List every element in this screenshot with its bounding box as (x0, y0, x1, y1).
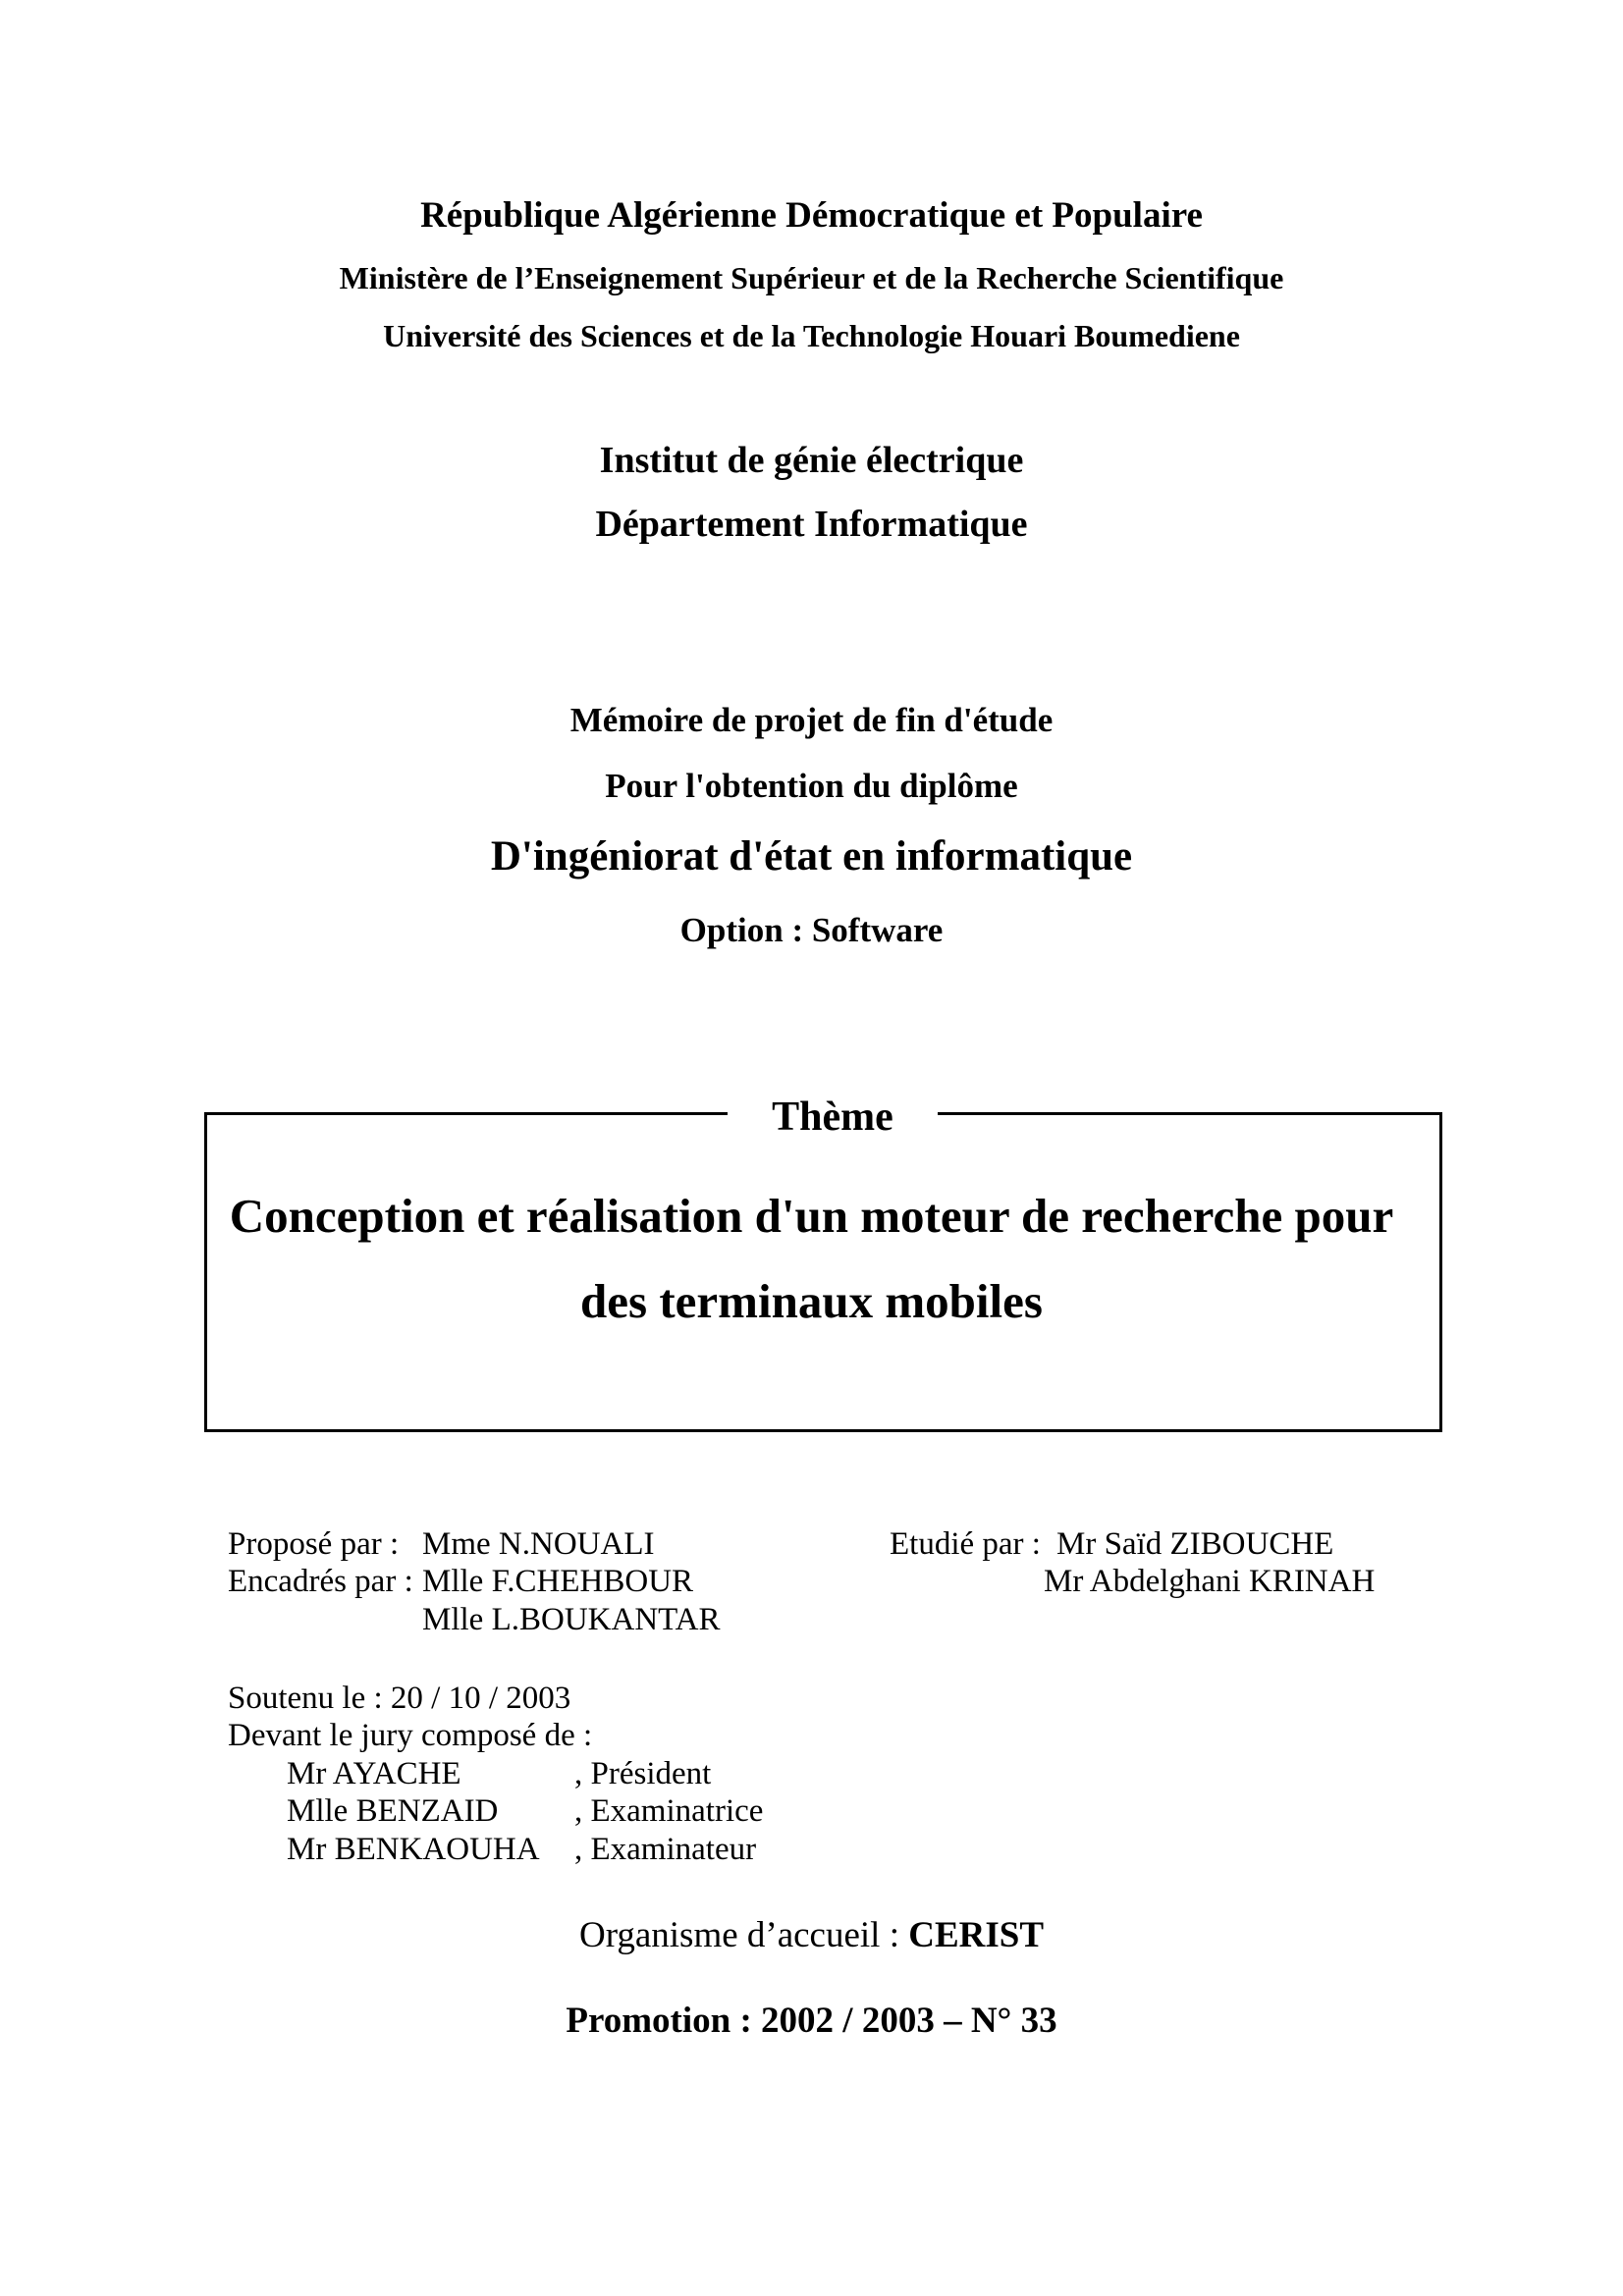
jury-member-role: , Président (574, 1756, 712, 1791)
republic-heading: République Algérienne Démocratique et Populaire (420, 195, 1203, 236)
jury-member-role: , Examinatrice (574, 1793, 764, 1829)
proposer-name: Mme N.NOUALI (422, 1526, 655, 1562)
university-heading: Université des Sciences et de la Technologie Houari Boumediene (383, 318, 1240, 353)
student-name: Mr Abdelghani KRINAH (1044, 1564, 1376, 1599)
jury-member-role: , Examinateur (574, 1832, 757, 1867)
student-name: Mr Saïd ZIBOUCHE (1056, 1526, 1334, 1562)
host-organization (0, 1914, 1623, 1956)
option-line: Option : Software (679, 911, 944, 949)
supervisor-name: Mlle L.BOUKANTAR (422, 1602, 721, 1637)
memoire-line: Mémoire de projet de fin d'étude (569, 701, 1054, 739)
theme-label: Thème (728, 1092, 938, 1143)
jury-member-name: Mr BENKAOUHA (287, 1832, 540, 1867)
studied-by-label: Etudié par : (890, 1526, 1041, 1562)
host-label: Organisme d’accueil : (578, 1915, 909, 1955)
theme-title-line-1: Conception et réalisation d'un moteur de recherche pour (229, 1189, 1394, 1243)
defense-date: Soutenu le : 20 / 10 / 2003 (228, 1681, 571, 1716)
supervised-by-label: Encadrés par : (228, 1564, 413, 1599)
diploma-line: D'ingéniorat d'état en informatique (490, 833, 1133, 880)
jury-member-name: Mr AYACHE (287, 1756, 461, 1791)
host-name: CERIST (908, 1915, 1045, 1955)
jury-member-name: Mlle BENZAID (287, 1793, 499, 1829)
institute-name: Institut de génie électrique (599, 440, 1024, 481)
jury-intro: Devant le jury composé de : (228, 1718, 593, 1753)
promotion-line: Promotion : 2002 / 2003 – N° 33 (566, 2001, 1057, 2041)
proposed-by-label: Proposé par : (228, 1526, 400, 1562)
supervisor-name: Mlle F.CHEHBOUR (422, 1564, 694, 1599)
ministry-heading: Ministère de l’Enseignement Supérieur et de la Recherche Scientifique (339, 260, 1284, 295)
department-name: Département Informatique (595, 504, 1028, 545)
purpose-line: Pour l'obtention du diplôme (605, 767, 1018, 805)
theme-box (204, 1112, 1442, 1432)
theme-title-line-2: des terminaux mobiles (580, 1274, 1043, 1328)
